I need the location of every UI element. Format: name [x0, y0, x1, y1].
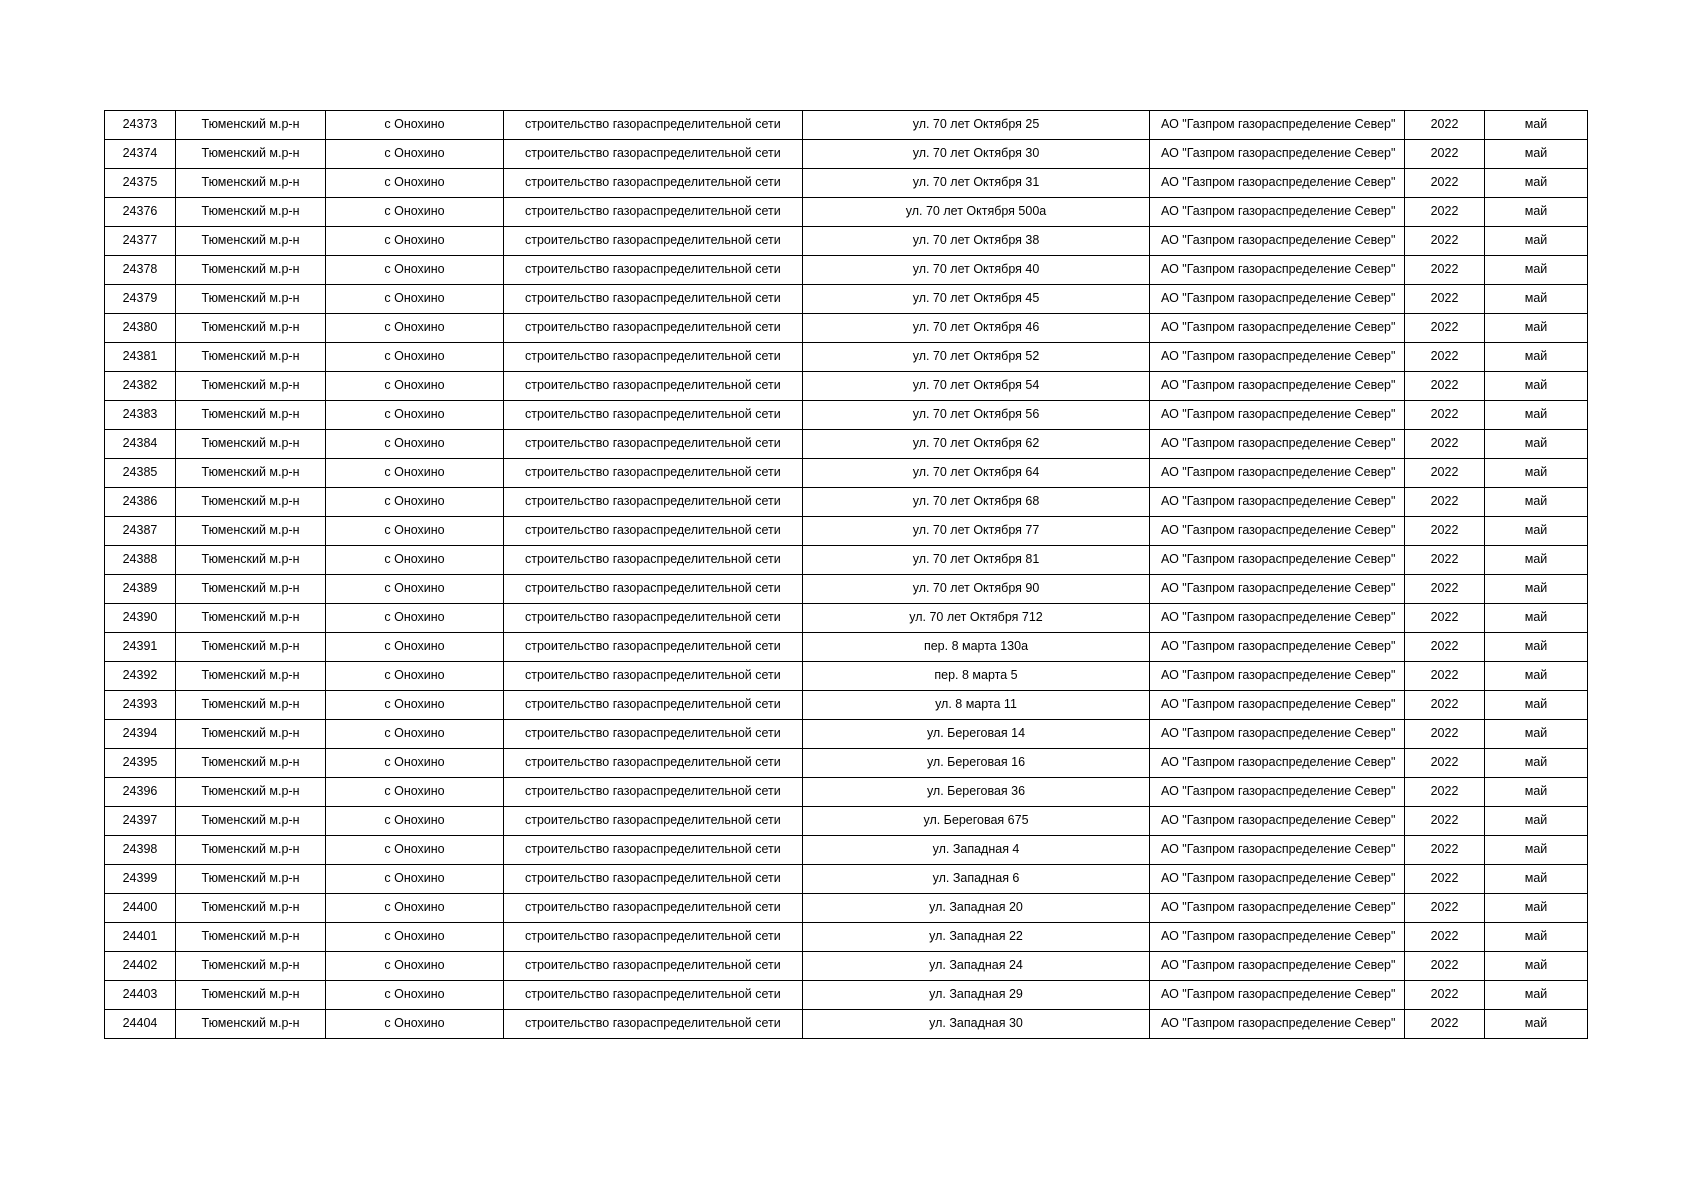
organization-cell: АО "Газпром газораспределение Север": [1150, 140, 1405, 169]
year-cell: 2022: [1405, 604, 1485, 633]
organization-cell: АО "Газпром газораспределение Север": [1150, 894, 1405, 923]
settlement-cell: с Онохино: [326, 720, 504, 749]
record-id-cell: 24400: [105, 894, 176, 923]
organization-cell: АО "Газпром газораспределение Север": [1150, 865, 1405, 894]
address-cell: ул. 70 лет Октября 62: [803, 430, 1150, 459]
settlement-cell: с Онохино: [326, 198, 504, 227]
month-cell: май: [1485, 575, 1588, 604]
organization-cell: АО "Газпром газораспределение Север": [1150, 401, 1405, 430]
district-cell: Тюменский м.р-н: [176, 952, 326, 981]
work-type-cell: строительство газораспределительной сети: [504, 314, 803, 343]
table-row: [105, 488, 1588, 517]
month-cell: май: [1485, 401, 1588, 430]
organization-cell: АО "Газпром газораспределение Север": [1150, 720, 1405, 749]
table-row: [105, 633, 1588, 662]
district-cell: Тюменский м.р-н: [176, 604, 326, 633]
work-type-cell: строительство газораспределительной сети: [504, 140, 803, 169]
year-cell: 2022: [1405, 459, 1485, 488]
table-body: [105, 111, 1588, 1039]
record-id-cell: 24392: [105, 662, 176, 691]
work-type-cell: строительство газораспределительной сети: [504, 285, 803, 314]
organization-cell: АО "Газпром газораспределение Север": [1150, 662, 1405, 691]
work-type-cell: строительство газораспределительной сети: [504, 430, 803, 459]
organization-cell: АО "Газпром газораспределение Север": [1150, 546, 1405, 575]
district-cell: Тюменский м.р-н: [176, 981, 326, 1010]
district-cell: Тюменский м.р-н: [176, 111, 326, 140]
organization-cell: АО "Газпром газораспределение Север": [1150, 749, 1405, 778]
district-cell: Тюменский м.р-н: [176, 691, 326, 720]
year-cell: 2022: [1405, 285, 1485, 314]
work-type-cell: строительство газораспределительной сети: [504, 401, 803, 430]
table-row: [105, 169, 1588, 198]
year-cell: 2022: [1405, 488, 1485, 517]
district-cell: Тюменский м.р-н: [176, 343, 326, 372]
month-cell: май: [1485, 633, 1588, 662]
organization-cell: АО "Газпром газораспределение Север": [1150, 314, 1405, 343]
work-type-cell: строительство газораспределительной сети: [504, 981, 803, 1010]
record-id-cell: 24398: [105, 836, 176, 865]
data-table: [104, 110, 1588, 1039]
table-row: [105, 894, 1588, 923]
month-cell: май: [1485, 778, 1588, 807]
year-cell: 2022: [1405, 633, 1485, 662]
address-cell: ул. Береговая 675: [803, 807, 1150, 836]
district-cell: Тюменский м.р-н: [176, 488, 326, 517]
record-id-cell: 24377: [105, 227, 176, 256]
work-type-cell: строительство газораспределительной сети: [504, 372, 803, 401]
organization-cell: АО "Газпром газораспределение Север": [1150, 923, 1405, 952]
record-id-cell: 24404: [105, 1010, 176, 1039]
district-cell: Тюменский м.р-н: [176, 372, 326, 401]
work-type-cell: строительство газораспределительной сети: [504, 923, 803, 952]
month-cell: май: [1485, 198, 1588, 227]
record-id-cell: 24380: [105, 314, 176, 343]
address-cell: ул. 70 лет Октября 38: [803, 227, 1150, 256]
district-cell: Тюменский м.р-н: [176, 314, 326, 343]
work-type-cell: строительство газораспределительной сети: [504, 459, 803, 488]
table-row: [105, 720, 1588, 749]
record-id-cell: 24373: [105, 111, 176, 140]
work-type-cell: строительство газораспределительной сети: [504, 836, 803, 865]
year-cell: 2022: [1405, 778, 1485, 807]
work-type-cell: строительство газораспределительной сети: [504, 807, 803, 836]
record-id-cell: 24394: [105, 720, 176, 749]
record-id-cell: 24402: [105, 952, 176, 981]
work-type-cell: строительство газораспределительной сети: [504, 604, 803, 633]
settlement-cell: с Онохино: [326, 459, 504, 488]
address-cell: ул. 70 лет Октября 54: [803, 372, 1150, 401]
record-id-cell: 24390: [105, 604, 176, 633]
year-cell: 2022: [1405, 169, 1485, 198]
organization-cell: АО "Газпром газораспределение Север": [1150, 952, 1405, 981]
record-id-cell: 24374: [105, 140, 176, 169]
district-cell: Тюменский м.р-н: [176, 662, 326, 691]
address-cell: пер. 8 марта 5: [803, 662, 1150, 691]
table-row: [105, 865, 1588, 894]
table-row: [105, 227, 1588, 256]
settlement-cell: с Онохино: [326, 778, 504, 807]
month-cell: май: [1485, 691, 1588, 720]
address-cell: ул. 70 лет Октября 40: [803, 256, 1150, 285]
table-row: [105, 981, 1588, 1010]
year-cell: 2022: [1405, 662, 1485, 691]
table-row: [105, 923, 1588, 952]
record-id-cell: 24385: [105, 459, 176, 488]
month-cell: май: [1485, 314, 1588, 343]
year-cell: 2022: [1405, 546, 1485, 575]
address-cell: ул. Западная 30: [803, 1010, 1150, 1039]
district-cell: Тюменский м.р-н: [176, 256, 326, 285]
district-cell: Тюменский м.р-н: [176, 865, 326, 894]
month-cell: май: [1485, 894, 1588, 923]
settlement-cell: с Онохино: [326, 633, 504, 662]
address-cell: пер. 8 марта 130а: [803, 633, 1150, 662]
record-id-cell: 24383: [105, 401, 176, 430]
address-cell: ул. Западная 6: [803, 865, 1150, 894]
organization-cell: АО "Газпром газораспределение Север": [1150, 343, 1405, 372]
organization-cell: АО "Газпром газораспределение Север": [1150, 778, 1405, 807]
table-row: [105, 140, 1588, 169]
address-cell: ул. 70 лет Октября 46: [803, 314, 1150, 343]
work-type-cell: строительство газораспределительной сети: [504, 575, 803, 604]
address-cell: ул. 70 лет Октября 90: [803, 575, 1150, 604]
work-type-cell: строительство газораспределительной сети: [504, 227, 803, 256]
record-id-cell: 24395: [105, 749, 176, 778]
district-cell: Тюменский м.р-н: [176, 546, 326, 575]
district-cell: Тюменский м.р-н: [176, 430, 326, 459]
record-id-cell: 24397: [105, 807, 176, 836]
work-type-cell: строительство газораспределительной сети: [504, 1010, 803, 1039]
year-cell: 2022: [1405, 343, 1485, 372]
address-cell: ул. Береговая 14: [803, 720, 1150, 749]
record-id-cell: 24391: [105, 633, 176, 662]
district-cell: Тюменский м.р-н: [176, 227, 326, 256]
table-row: [105, 1010, 1588, 1039]
month-cell: май: [1485, 749, 1588, 778]
address-cell: ул. Береговая 36: [803, 778, 1150, 807]
district-cell: Тюменский м.р-н: [176, 285, 326, 314]
address-cell: ул. 70 лет Октября 500а: [803, 198, 1150, 227]
work-type-cell: строительство газораспределительной сети: [504, 198, 803, 227]
table-row: [105, 343, 1588, 372]
settlement-cell: с Онохино: [326, 691, 504, 720]
month-cell: май: [1485, 981, 1588, 1010]
month-cell: май: [1485, 952, 1588, 981]
address-cell: ул. 70 лет Октября 68: [803, 488, 1150, 517]
table-row: [105, 662, 1588, 691]
work-type-cell: строительство газораспределительной сети: [504, 952, 803, 981]
address-cell: ул. Береговая 16: [803, 749, 1150, 778]
work-type-cell: строительство газораспределительной сети: [504, 894, 803, 923]
record-id-cell: 24381: [105, 343, 176, 372]
table-row: [105, 459, 1588, 488]
district-cell: Тюменский м.р-н: [176, 633, 326, 662]
address-cell: ул. 70 лет Октября 31: [803, 169, 1150, 198]
organization-cell: АО "Газпром газораспределение Север": [1150, 488, 1405, 517]
settlement-cell: с Онохино: [326, 807, 504, 836]
work-type-cell: строительство газораспределительной сети: [504, 720, 803, 749]
year-cell: 2022: [1405, 807, 1485, 836]
settlement-cell: с Онохино: [326, 401, 504, 430]
settlement-cell: с Онохино: [326, 662, 504, 691]
year-cell: 2022: [1405, 894, 1485, 923]
year-cell: 2022: [1405, 227, 1485, 256]
year-cell: 2022: [1405, 198, 1485, 227]
district-cell: Тюменский м.р-н: [176, 140, 326, 169]
work-type-cell: строительство газораспределительной сети: [504, 343, 803, 372]
work-type-cell: строительство газораспределительной сети: [504, 488, 803, 517]
record-id-cell: 24388: [105, 546, 176, 575]
year-cell: 2022: [1405, 314, 1485, 343]
settlement-cell: с Онохино: [326, 894, 504, 923]
settlement-cell: с Онохино: [326, 952, 504, 981]
year-cell: 2022: [1405, 575, 1485, 604]
year-cell: 2022: [1405, 749, 1485, 778]
year-cell: 2022: [1405, 256, 1485, 285]
organization-cell: АО "Газпром газораспределение Север": [1150, 517, 1405, 546]
settlement-cell: с Онохино: [326, 285, 504, 314]
district-cell: Тюменский м.р-н: [176, 778, 326, 807]
district-cell: Тюменский м.р-н: [176, 807, 326, 836]
settlement-cell: с Онохино: [326, 981, 504, 1010]
address-cell: ул. 8 марта 11: [803, 691, 1150, 720]
address-cell: ул. 70 лет Октября 52: [803, 343, 1150, 372]
district-cell: Тюменский м.р-н: [176, 198, 326, 227]
work-type-cell: строительство газораспределительной сети: [504, 169, 803, 198]
year-cell: 2022: [1405, 401, 1485, 430]
work-type-cell: строительство газораспределительной сети: [504, 546, 803, 575]
district-cell: Тюменский м.р-н: [176, 720, 326, 749]
record-id-cell: 24389: [105, 575, 176, 604]
record-id-cell: 24399: [105, 865, 176, 894]
year-cell: 2022: [1405, 923, 1485, 952]
record-id-cell: 24401: [105, 923, 176, 952]
year-cell: 2022: [1405, 372, 1485, 401]
month-cell: май: [1485, 546, 1588, 575]
district-cell: Тюменский м.р-н: [176, 1010, 326, 1039]
month-cell: май: [1485, 923, 1588, 952]
district-cell: Тюменский м.р-н: [176, 836, 326, 865]
table-row: [105, 430, 1588, 459]
address-cell: ул. Западная 29: [803, 981, 1150, 1010]
address-cell: ул. 70 лет Октября 77: [803, 517, 1150, 546]
table-row: [105, 546, 1588, 575]
work-type-cell: строительство газораспределительной сети: [504, 749, 803, 778]
settlement-cell: с Онохино: [326, 488, 504, 517]
table-row: [105, 691, 1588, 720]
year-cell: 2022: [1405, 691, 1485, 720]
month-cell: май: [1485, 517, 1588, 546]
organization-cell: АО "Газпром газораспределение Север": [1150, 459, 1405, 488]
address-cell: ул. 70 лет Октября 56: [803, 401, 1150, 430]
settlement-cell: с Онохино: [326, 836, 504, 865]
month-cell: май: [1485, 807, 1588, 836]
organization-cell: АО "Газпром газораспределение Север": [1150, 981, 1405, 1010]
district-cell: Тюменский м.р-н: [176, 575, 326, 604]
work-type-cell: строительство газораспределительной сети: [504, 111, 803, 140]
record-id-cell: 24375: [105, 169, 176, 198]
address-cell: ул. Западная 4: [803, 836, 1150, 865]
record-id-cell: 24378: [105, 256, 176, 285]
settlement-cell: с Онохино: [326, 169, 504, 198]
month-cell: май: [1485, 140, 1588, 169]
month-cell: май: [1485, 604, 1588, 633]
year-cell: 2022: [1405, 952, 1485, 981]
year-cell: 2022: [1405, 430, 1485, 459]
organization-cell: АО "Газпром газораспределение Север": [1150, 1010, 1405, 1039]
record-id-cell: 24403: [105, 981, 176, 1010]
settlement-cell: с Онохино: [326, 923, 504, 952]
month-cell: май: [1485, 111, 1588, 140]
district-cell: Тюменский м.р-н: [176, 169, 326, 198]
organization-cell: АО "Газпром газораспределение Север": [1150, 604, 1405, 633]
month-cell: май: [1485, 285, 1588, 314]
settlement-cell: с Онохино: [326, 372, 504, 401]
organization-cell: АО "Газпром газораспределение Север": [1150, 227, 1405, 256]
organization-cell: АО "Газпром газораспределение Север": [1150, 111, 1405, 140]
table-row: [105, 778, 1588, 807]
organization-cell: АО "Газпром газораспределение Север": [1150, 256, 1405, 285]
address-cell: ул. 70 лет Октября 30: [803, 140, 1150, 169]
settlement-cell: с Онохино: [326, 140, 504, 169]
settlement-cell: с Онохино: [326, 749, 504, 778]
address-cell: ул. 70 лет Октября 25: [803, 111, 1150, 140]
organization-cell: АО "Газпром газораспределение Север": [1150, 807, 1405, 836]
settlement-cell: с Онохино: [326, 256, 504, 285]
record-id-cell: 24396: [105, 778, 176, 807]
address-cell: ул. 70 лет Октября 64: [803, 459, 1150, 488]
organization-cell: АО "Газпром газораспределение Север": [1150, 633, 1405, 662]
table-row: [105, 256, 1588, 285]
work-type-cell: строительство газораспределительной сети: [504, 865, 803, 894]
month-cell: май: [1485, 662, 1588, 691]
address-cell: ул. Западная 22: [803, 923, 1150, 952]
settlement-cell: с Онохино: [326, 865, 504, 894]
year-cell: 2022: [1405, 111, 1485, 140]
district-cell: Тюменский м.р-н: [176, 749, 326, 778]
organization-cell: АО "Газпром газораспределение Север": [1150, 372, 1405, 401]
settlement-cell: с Онохино: [326, 546, 504, 575]
year-cell: 2022: [1405, 1010, 1485, 1039]
record-id-cell: 24386: [105, 488, 176, 517]
month-cell: май: [1485, 227, 1588, 256]
record-id-cell: 24387: [105, 517, 176, 546]
year-cell: 2022: [1405, 865, 1485, 894]
settlement-cell: с Онохино: [326, 1010, 504, 1039]
work-type-cell: строительство газораспределительной сети: [504, 633, 803, 662]
address-cell: ул. 70 лет Октября 45: [803, 285, 1150, 314]
record-id-cell: 24376: [105, 198, 176, 227]
organization-cell: АО "Газпром газораспределение Север": [1150, 285, 1405, 314]
work-type-cell: строительство газораспределительной сети: [504, 662, 803, 691]
table-row: [105, 807, 1588, 836]
table-row: [105, 604, 1588, 633]
district-cell: Тюменский м.р-н: [176, 401, 326, 430]
table-row: [105, 836, 1588, 865]
settlement-cell: с Онохино: [326, 227, 504, 256]
table-row: [105, 517, 1588, 546]
table-row: [105, 198, 1588, 227]
table-row: [105, 952, 1588, 981]
organization-cell: АО "Газпром газораспределение Север": [1150, 198, 1405, 227]
address-cell: ул. 70 лет Октября 712: [803, 604, 1150, 633]
settlement-cell: с Онохино: [326, 430, 504, 459]
month-cell: май: [1485, 1010, 1588, 1039]
organization-cell: АО "Газпром газораспределение Север": [1150, 430, 1405, 459]
work-type-cell: строительство газораспределительной сети: [504, 517, 803, 546]
month-cell: май: [1485, 459, 1588, 488]
address-cell: ул. Западная 24: [803, 952, 1150, 981]
table-row: [105, 749, 1588, 778]
settlement-cell: с Онохино: [326, 111, 504, 140]
month-cell: май: [1485, 865, 1588, 894]
work-type-cell: строительство газораспределительной сети: [504, 778, 803, 807]
record-id-cell: 24393: [105, 691, 176, 720]
district-cell: Тюменский м.р-н: [176, 517, 326, 546]
month-cell: май: [1485, 488, 1588, 517]
address-cell: ул. 70 лет Октября 81: [803, 546, 1150, 575]
table-row: [105, 575, 1588, 604]
district-cell: Тюменский м.р-н: [176, 923, 326, 952]
organization-cell: АО "Газпром газораспределение Север": [1150, 169, 1405, 198]
table-row: [105, 111, 1588, 140]
organization-cell: АО "Газпром газораспределение Север": [1150, 836, 1405, 865]
year-cell: 2022: [1405, 140, 1485, 169]
month-cell: май: [1485, 372, 1588, 401]
table-row: [105, 314, 1588, 343]
month-cell: май: [1485, 836, 1588, 865]
record-id-cell: 24379: [105, 285, 176, 314]
organization-cell: АО "Газпром газораспределение Север": [1150, 691, 1405, 720]
settlement-cell: с Онохино: [326, 604, 504, 633]
district-cell: Тюменский м.р-н: [176, 894, 326, 923]
year-cell: 2022: [1405, 836, 1485, 865]
month-cell: май: [1485, 343, 1588, 372]
settlement-cell: с Онохино: [326, 314, 504, 343]
year-cell: 2022: [1405, 981, 1485, 1010]
year-cell: 2022: [1405, 720, 1485, 749]
settlement-cell: с Онохино: [326, 517, 504, 546]
table-row: [105, 372, 1588, 401]
table-row: [105, 285, 1588, 314]
month-cell: май: [1485, 430, 1588, 459]
record-id-cell: 24384: [105, 430, 176, 459]
month-cell: май: [1485, 720, 1588, 749]
record-id-cell: 24382: [105, 372, 176, 401]
table-row: [105, 401, 1588, 430]
organization-cell: АО "Газпром газораспределение Север": [1150, 575, 1405, 604]
district-cell: Тюменский м.р-н: [176, 459, 326, 488]
work-type-cell: строительство газораспределительной сети: [504, 691, 803, 720]
year-cell: 2022: [1405, 517, 1485, 546]
work-type-cell: строительство газораспределительной сети: [504, 256, 803, 285]
month-cell: май: [1485, 169, 1588, 198]
address-cell: ул. Западная 20: [803, 894, 1150, 923]
settlement-cell: с Онохино: [326, 575, 504, 604]
month-cell: май: [1485, 256, 1588, 285]
settlement-cell: с Онохино: [326, 343, 504, 372]
